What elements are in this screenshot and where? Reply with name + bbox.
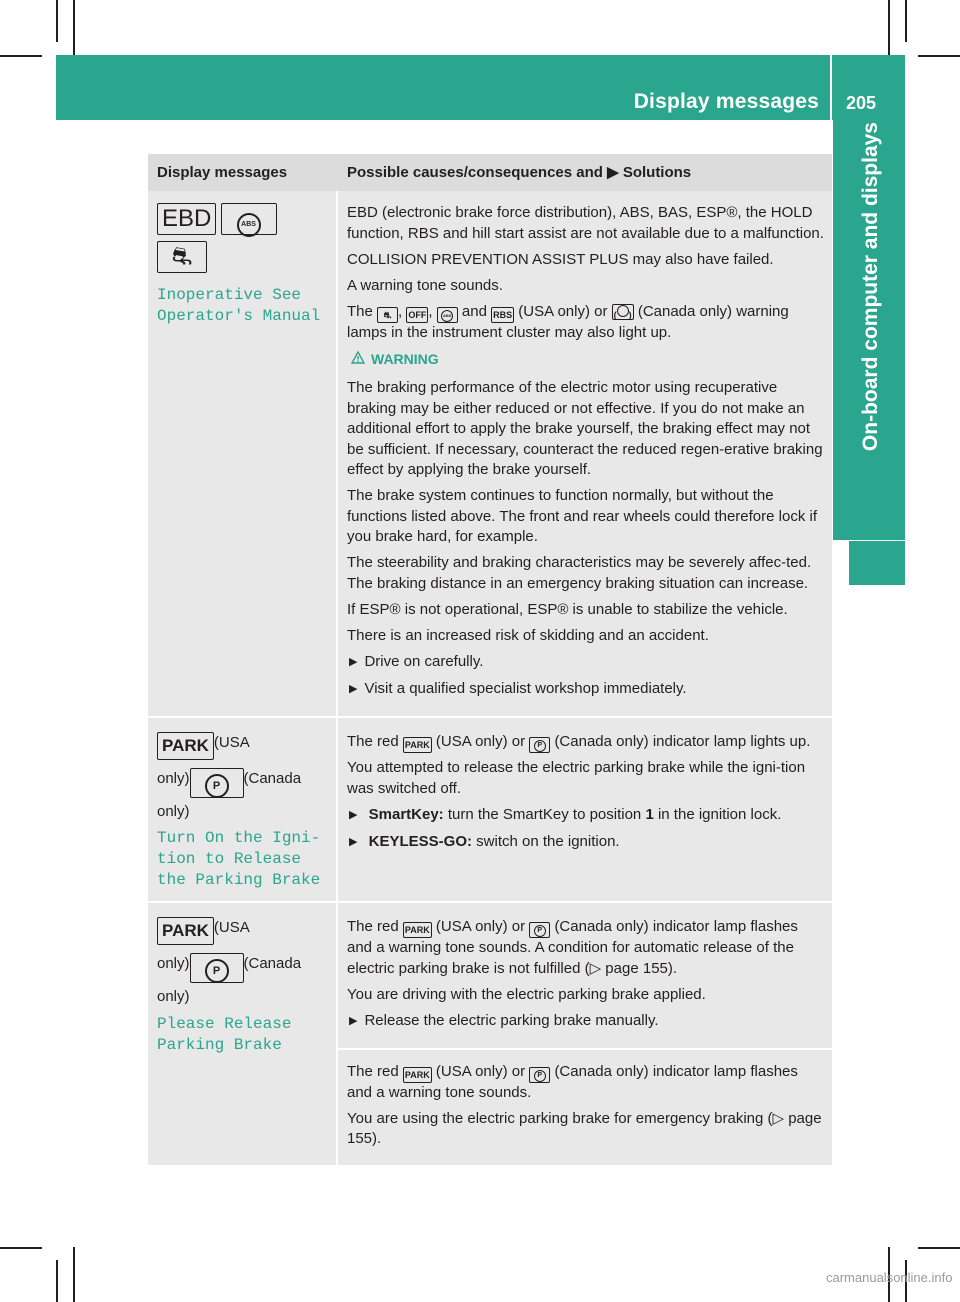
crop-mark [918,1247,960,1249]
side-tab-marker [849,541,905,585]
crop-mark [918,55,960,57]
paragraph [347,1062,826,1104]
abs-small-icon [437,307,458,323]
text-fragment: The red [347,918,399,935]
park-icon: PARK [157,917,214,945]
abs-icon [221,203,277,235]
paragraph: If ESP® is not operational, ESP® is unable to stabilize the vehicle. [347,600,788,618]
page-title: Display messages [633,90,819,113]
crop-mark [56,0,58,42]
p-circle-icon: P [534,1070,546,1082]
col-header-causes: Possible causes/consequences and ▶ Solutions [338,154,832,191]
esp-icon: ⛐ [157,241,207,273]
paragraph [347,302,826,344]
table-row [148,191,832,716]
text-fragment: SmartKey: [368,805,444,823]
instruction-bullet: ▶ Drive on carefully. [347,652,826,674]
p-circle-icon: P [534,740,546,752]
side-tab-label: On-board computer and displays [859,122,882,452]
message-line: Operator's Manual [157,307,321,325]
park-small-icon: PARK [403,1067,432,1083]
crop-mark [0,55,42,57]
text-fragment: (USA only) or [435,1062,526,1080]
parking-brake-small-icon [529,737,550,753]
display-message-text [157,285,327,327]
text-fragment: (USA only) or [435,918,526,935]
text-fragment: only) [157,988,190,1005]
text-fragment: only) [157,955,190,972]
instruction-bullet: ▶ Release the electric parking brake manually. [347,1011,826,1033]
abs-circle-icon: ABS [237,213,261,237]
park-icon: PARK [157,732,214,760]
message-cell [148,901,338,1165]
paragraph: The braking performance of the electric motor using recuperative braking may be either reduced or not effective. If you do not make an additional effort to apply the brake yourself, the braking effect may not be sufficient. If necessary, counteract the reduced regen-erative braking effect by applying the brake yourself. [347,379,823,478]
text-fragment: only) [157,769,190,787]
park-small-icon: PARK [403,737,432,753]
text-fragment: (Canada [243,955,302,972]
display-messages-table [148,154,832,1165]
paragraph: EBD (electronic brake force distribution), ABS, BAS, ESP®, the HOLD function, RBS and hill start assist are not available due to a malfunction. [347,204,824,242]
message-cell [148,716,338,902]
p-circle-icon: P [534,925,546,937]
brake-circle-icon [617,305,629,317]
crop-mark [905,0,907,42]
col-header-messages: Display messages [148,154,338,191]
text-fragment: The red [347,732,399,750]
esp-off-icon: OFF [406,307,428,323]
text-fragment: (USA only) or [435,732,526,750]
text-fragment: switch on the ignition. [476,832,620,850]
watermark: carmanualsonline.info [826,1270,953,1285]
message-line: Turn On the Igni‐ [157,829,321,847]
text-fragment: (Canada only) warning lamps in the instrument cluster may also light up. [347,302,789,341]
text-fragment: , [428,302,433,320]
esp-small-icon: ⛐ [377,307,398,323]
table-row [148,901,832,1048]
side-tab [833,120,905,540]
crop-mark [0,1247,42,1249]
message-cell [148,191,338,716]
p-circle-icon: P [205,959,229,983]
warning-heading [351,349,826,370]
message-line: tion to Release [157,850,302,868]
text-fragment: , [398,302,403,320]
text-fragment: (Canada only) indicator lamp flashes and a warning tone sounds. A condition for automatic release of the electric parking brake is not fulfilled (▷ page 155). [347,918,798,977]
message-line: the Parking Brake [157,871,321,889]
page-number: 205 [846,93,877,113]
paragraph: COLLISION PREVENTION ASSIST PLUS may also have failed. [347,250,774,268]
rbs-icon: RBS [491,307,514,323]
crop-mark [56,1260,58,1302]
text-fragment: (Canada only) indicator lamp lights up. [554,732,811,750]
crop-mark [73,1247,75,1302]
text-fragment: 1 [645,805,654,823]
text-fragment: (Canada [243,769,302,787]
park-small-icon: PARK [403,922,432,938]
parking-brake-icon [190,768,244,798]
p-circle-icon: P [205,774,229,798]
display-message-text [157,828,327,891]
table-row [148,716,832,902]
text-fragment: (USA [213,919,250,936]
table-header-row [148,154,832,191]
parking-brake-small-icon [529,1067,550,1083]
paragraph: You attempted to release the electric parking brake while the igni-tion was switched off. [347,759,806,797]
paragraph: There is an increased risk of skidding and an accident. [347,626,709,644]
text-fragment: KEYLESS-GO: [368,832,472,850]
text-fragment: The red [347,1062,399,1080]
causes-cell [338,716,832,902]
message-line: Parking Brake [157,1035,282,1054]
parking-brake-icon [190,953,244,983]
text-fragment: (Canada only) indicator lamp flashes and a warning tone sounds. [347,1062,798,1101]
crop-mark [888,0,890,55]
brake-warning-icon: ( ) [612,304,634,320]
warning-triangle-icon [351,349,365,370]
parking-brake-small-icon [529,922,550,938]
abs-circle-icon: ABS [441,310,453,322]
page-header [56,55,905,120]
text-fragment: in the ignition lock. [657,805,782,823]
paragraph: The steerability and braking characteristics may be severely affec-ted. The braking distance in an emergency braking situation can increase. [347,554,812,592]
paragraph [347,732,826,753]
causes-cell [338,1048,832,1166]
instruction-bullet [347,832,826,854]
instruction-bullet [347,805,826,827]
paragraph: You are driving with the electric parking brake applied. [347,985,706,1003]
message-line: Inoperative See [157,286,302,304]
warning-label: WARNING [371,350,439,367]
text-fragment: (USA [213,733,250,751]
causes-cell [338,191,832,716]
instruction-bullet: ▶ Visit a qualified specialist workshop immediately. [347,679,826,701]
text-fragment: only) [157,802,190,820]
ebd-icon: EBD [157,203,216,235]
paragraph [347,917,826,979]
text-fragment: (USA only) or [518,302,608,320]
text-fragment: The [347,302,373,320]
text-fragment: and [461,302,487,320]
paragraph: The brake system continues to function normally, but without the functions listed above. The front and rear wheels could therefore lock if you brake hard, for example. [347,487,817,545]
causes-cell [338,901,832,1048]
header-divider [830,55,832,120]
paragraph: A warning tone sounds. [347,276,503,294]
crop-mark [73,0,75,55]
display-message-text [157,1014,327,1056]
text-fragment: turn the SmartKey to position [447,805,642,823]
message-line: Please Release [157,1014,292,1033]
paragraph: You are using the electric parking brake for emergency braking (▷ page 155). [347,1109,822,1147]
